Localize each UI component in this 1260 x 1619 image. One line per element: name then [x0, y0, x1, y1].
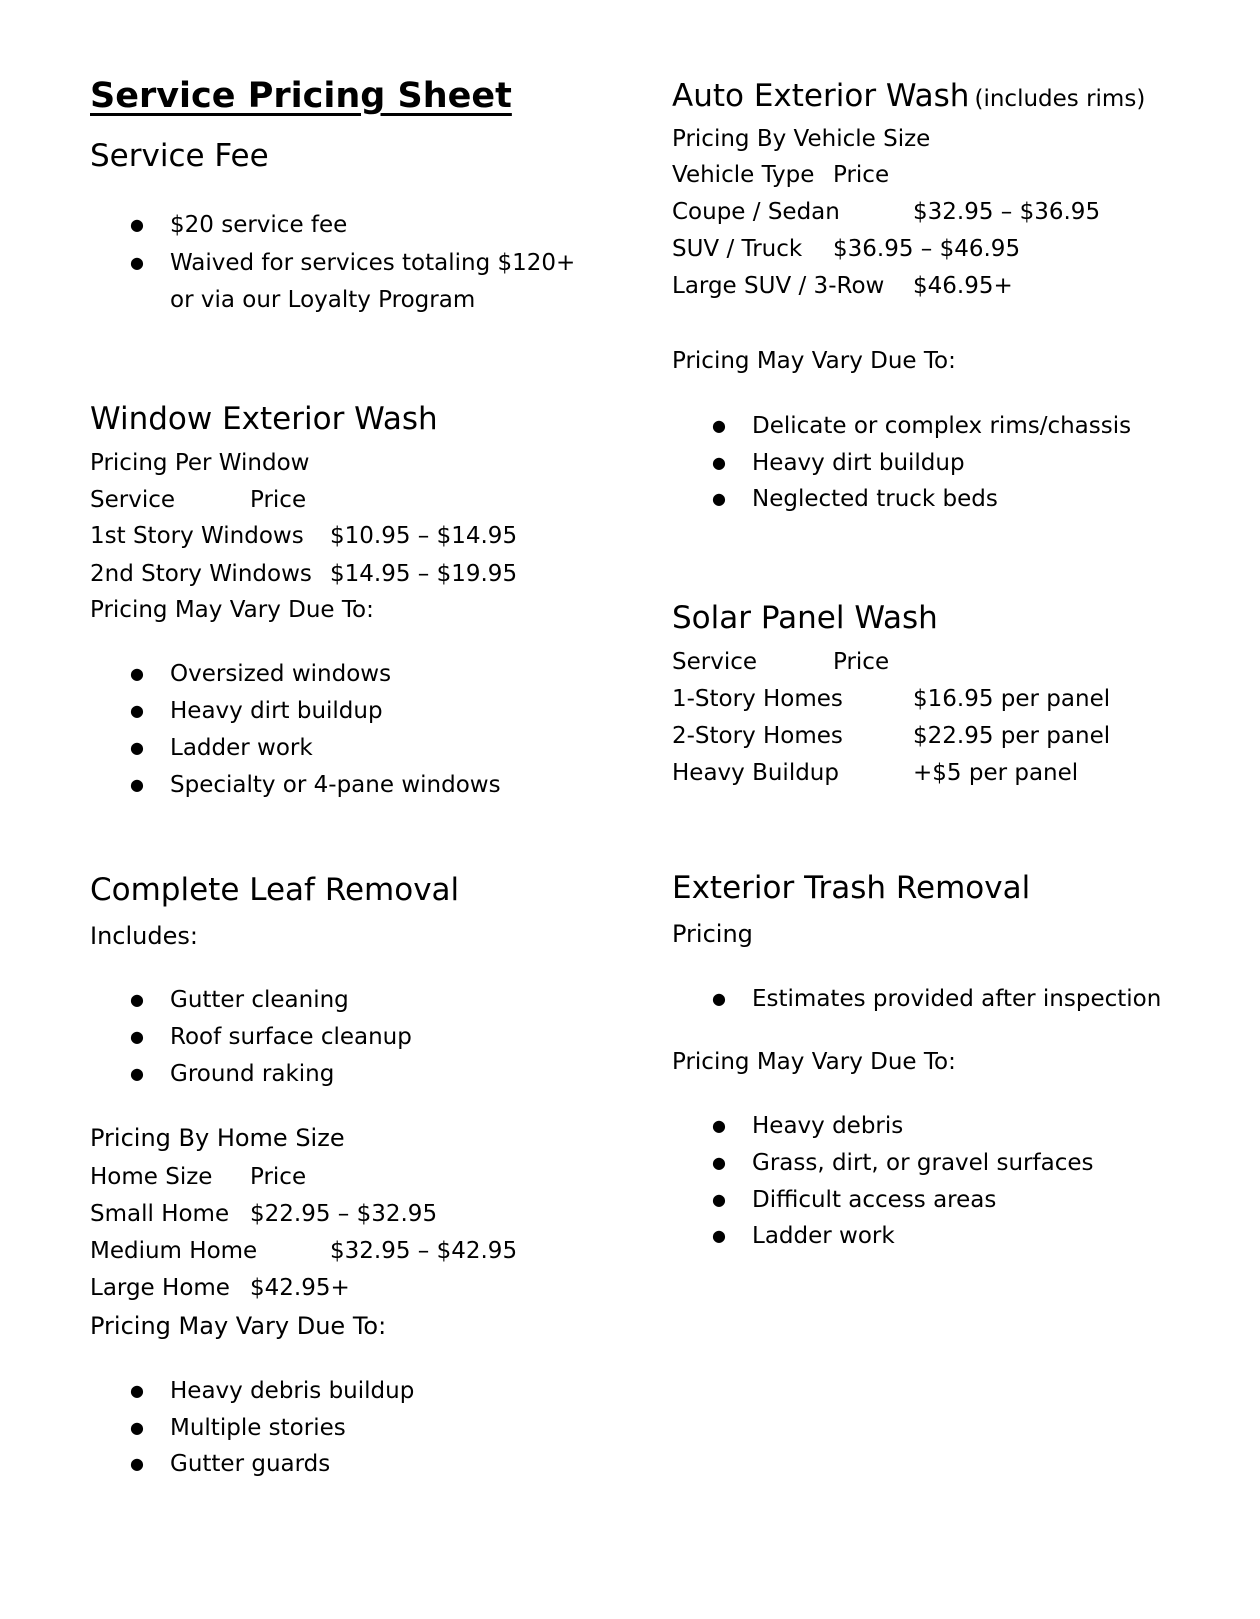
auto-col-price: Price	[833, 162, 890, 188]
table-row-price: $32.95 – $42.95	[330, 1238, 518, 1264]
list-item: ● Multiple stories	[170, 1415, 346, 1441]
page-title: Service Pricing Sheet	[90, 76, 512, 116]
leaf-vary-label: Pricing May Vary Due To:	[90, 1312, 387, 1340]
table-row-price: $22.95 per panel	[913, 723, 1111, 749]
window-subheading: Pricing Per Window	[90, 450, 310, 476]
list-item: ● Heavy dirt buildup	[752, 450, 965, 476]
list-item: ● Grass, dirt, or gravel surfaces	[752, 1150, 1094, 1176]
auto-wash-heading: Auto Exterior Wash	[672, 78, 970, 114]
window-col-service: Service	[90, 487, 176, 513]
table-row-label: 1st Story Windows	[90, 523, 304, 549]
table-row-price: $14.95 – $19.95	[330, 561, 518, 587]
list-item: ● Heavy debris	[752, 1113, 903, 1139]
trash-removal-heading: Exterior Trash Removal	[672, 870, 1031, 906]
list-item: ● Gutter guards	[170, 1451, 330, 1477]
auto-col-vehicle-type: Vehicle Type	[672, 162, 815, 188]
list-item: ● Specialty or 4-pane windows	[170, 772, 501, 798]
table-row-label: 2nd Story Windows	[90, 561, 312, 587]
list-item-continuation: or via our Loyalty Program	[170, 287, 476, 313]
table-row-price: $42.95+	[250, 1275, 350, 1301]
trash-subheading: Pricing	[672, 920, 753, 948]
list-item: ● Difficult access areas	[752, 1187, 996, 1213]
list-item: ● Roof surface cleanup	[170, 1024, 412, 1050]
auto-wash-heading-note: (includes rims)	[974, 86, 1146, 112]
list-item: ● Waived for services totaling $120+	[170, 250, 575, 276]
list-item: ● Heavy debris buildup	[170, 1378, 414, 1404]
service-fee-heading: Service Fee	[90, 138, 269, 174]
table-row-price: $32.95 – $36.95	[913, 199, 1101, 225]
leaf-subheading: Pricing By Home Size	[90, 1124, 345, 1152]
table-row-label: Medium Home	[90, 1238, 258, 1264]
solar-wash-heading: Solar Panel Wash	[672, 600, 938, 636]
leaf-col-price: Price	[250, 1164, 307, 1190]
auto-vary-label: Pricing May Vary Due To:	[672, 348, 956, 374]
list-item: ● Delicate or complex rims/chassis	[752, 413, 1131, 439]
list-item: ● Estimates provided after inspection	[752, 986, 1161, 1012]
table-row-price: $36.95 – $46.95	[833, 236, 1021, 262]
table-row-price: $46.95+	[913, 273, 1013, 299]
solar-col-service: Service	[672, 649, 758, 675]
leaf-removal-heading: Complete Leaf Removal	[90, 872, 460, 908]
window-wash-heading: Window Exterior Wash	[90, 401, 438, 437]
window-vary-label: Pricing May Vary Due To:	[90, 597, 374, 623]
list-item: ● Ladder work	[170, 735, 313, 761]
list-item: ● Heavy dirt buildup	[170, 698, 383, 724]
table-row-price: $10.95 – $14.95	[330, 523, 518, 549]
table-row-price: $22.95 – $32.95	[250, 1201, 438, 1227]
table-row-label: Heavy Buildup	[672, 760, 839, 786]
window-col-price: Price	[250, 487, 307, 513]
table-row-label: 1-Story Homes	[672, 686, 843, 712]
table-row-price: +$5 per panel	[913, 760, 1079, 786]
list-item: ● Neglected truck beds	[752, 486, 998, 512]
leaf-col-home-size: Home Size	[90, 1164, 213, 1190]
auto-wash-heading-line	[672, 78, 1145, 114]
solar-col-price: Price	[833, 649, 890, 675]
table-row-label: Large Home	[90, 1275, 230, 1301]
trash-vary-label: Pricing May Vary Due To:	[672, 1049, 956, 1075]
list-item: ● $20 service fee	[170, 212, 347, 238]
table-row-label: Small Home	[90, 1201, 230, 1227]
list-item: ● Gutter cleaning	[170, 987, 349, 1013]
list-item: ● Ladder work	[752, 1223, 895, 1249]
table-row-label: SUV / Truck	[672, 236, 803, 262]
table-row-label: 2-Story Homes	[672, 723, 843, 749]
table-row-price: $16.95 per panel	[913, 686, 1111, 712]
table-row-label: Coupe / Sedan	[672, 199, 840, 225]
list-item: ● Oversized windows	[170, 661, 391, 687]
leaf-includes-label: Includes:	[90, 922, 198, 950]
list-item: ● Ground raking	[170, 1061, 334, 1087]
auto-subheading: Pricing By Vehicle Size	[672, 126, 931, 152]
table-row-label: Large SUV / 3-Row	[672, 273, 885, 299]
